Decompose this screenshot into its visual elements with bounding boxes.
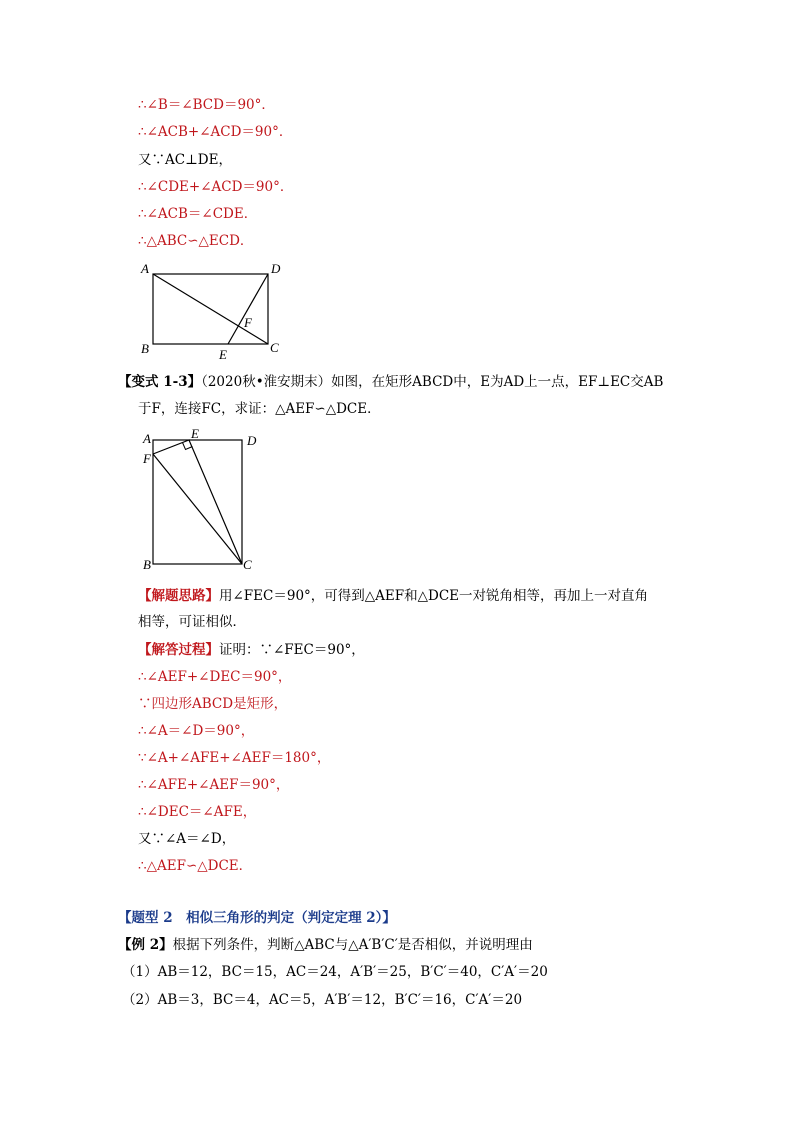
proof2-line-6: ∴∠DEC＝∠AFE，	[138, 804, 257, 820]
idea-text-1: 用∠FEC＝90°，可得到△AEF和△DCE一对锐角相等，再加上一对直角	[219, 588, 649, 604]
proof1-line-1: ∴∠B＝∠BCD＝90°．	[138, 97, 275, 113]
segments-fe-ec	[153, 440, 242, 564]
label2-c: C	[243, 557, 252, 572]
label2-f: F	[143, 451, 151, 466]
proof1-line-4: ∴∠CDE+∠ACD＝90°．	[138, 179, 294, 195]
example-tag: 【例 2】	[118, 937, 173, 953]
label-f: F	[244, 315, 252, 330]
label2-b: B	[143, 557, 151, 572]
proof2-line-7: 又∵∠A＝∠D，	[138, 831, 236, 847]
proof2-line-3: ∴∠A＝∠D＝90°，	[138, 723, 255, 739]
segment-fc	[153, 454, 242, 564]
variant-tag: 【变式 1-3】	[118, 374, 202, 390]
example-text: 根据下列条件，判断△ABC与△A′B′C′是否相似，并说明理由	[172, 937, 533, 953]
proof2-line-2: ∵四边形ABCD是矩形，	[138, 696, 288, 712]
proof2-line-5: ∴∠AFE+∠AEF＝90°，	[138, 777, 290, 793]
label-d: D	[271, 261, 281, 276]
proof2-line-4: ∵∠A+∠AFE+∠AEF＝180°，	[138, 750, 331, 766]
idea-line-2: 相等，可证相似．	[138, 614, 246, 630]
proof1-line-5: ∴∠ACB＝∠CDE．	[138, 206, 258, 222]
example-item-1: （1）AB＝12，BC＝15，AC＝24，A′B′＝25，B′C′＝40，C′A′＝20	[122, 964, 548, 980]
label-b: B	[141, 341, 149, 356]
proof2-line-1: ∴∠AEF+∠DEC＝90°，	[138, 669, 292, 685]
variant-text-1: （2020秋•淮安期末）如图，在矩形ABCD中，E为AD上一点，EF⊥EC交AB	[201, 374, 664, 390]
label2-a: A	[143, 431, 151, 446]
example-item-2: （2）AB＝3，BC＝4，AC＝5，A′B′＝12，B′C′＝16，C′A′＝20	[122, 992, 523, 1008]
label2-e: E	[191, 426, 199, 441]
process-text: 证明：∵∠FEC＝90°，	[219, 642, 365, 658]
label2-d: D	[247, 433, 257, 448]
label-e: E	[219, 347, 227, 362]
variant-line-2: 于F，连接FC，求证：△AEF∽△DCE．	[138, 401, 381, 417]
proof1-line-3: 又∵AC⊥DE，	[138, 152, 232, 168]
label-a: A	[141, 261, 149, 276]
idea-line-1	[138, 586, 648, 606]
example-line	[118, 935, 533, 955]
proof1-line-6: ∴△ABC∽△ECD．	[138, 233, 254, 249]
process-line	[138, 640, 365, 660]
idea-tag: 【解题思路】	[138, 588, 219, 604]
process-tag: 【解答过程】	[138, 642, 219, 658]
topic-heading: 【题型 2 相似三角形的判定（判定定理 2）】	[118, 910, 396, 926]
proof1-line-2: ∴∠ACB+∠ACD＝90°．	[138, 124, 293, 140]
label-c: C	[270, 340, 279, 355]
proof2-line-8: ∴△AEF∽△DCE．	[138, 858, 253, 874]
